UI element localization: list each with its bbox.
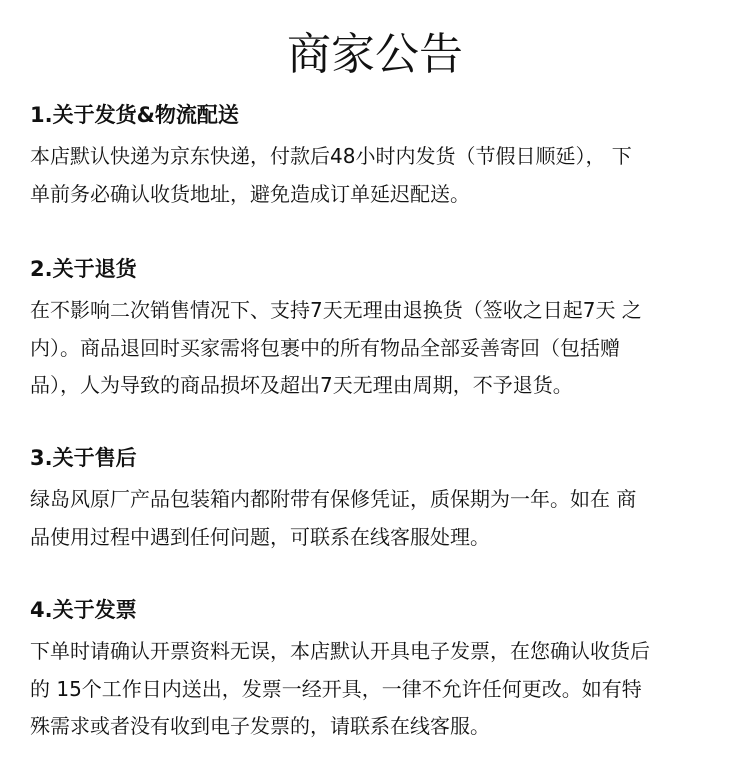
- section-shipping: [30, 102, 710, 213]
- section-after-sales: [30, 445, 710, 556]
- section-body: [30, 633, 710, 746]
- body-line: 内）。商品退回时买家需将包裹中的所有物品全部妥善寄回（包括赠: [30, 335, 620, 360]
- body-line: 本店默认快递为京东快递，付款后48小时内发货（节假日顺延）， 下: [30, 144, 632, 168]
- body-line: 品使用过程中遇到任何问题，可联系在线客服处理。: [30, 524, 490, 549]
- body-line: 品），人为导致的商品损坏及超出7天无理由周期，不予退货。: [30, 373, 573, 397]
- body-line: 绿岛风原厂产品包装箱内都附带有保修凭证，质保期为一年。如在 商: [30, 487, 637, 511]
- section-body: [30, 481, 710, 556]
- section-body: [30, 292, 710, 405]
- section-body: [30, 138, 710, 213]
- body-line: 在不影响二次销售情况下、支持7天无理由退换货（签收之日起7天 之: [30, 298, 642, 322]
- body-line: 殊需求或者没有收到电子发票的，请联系在线客服。: [30, 714, 490, 738]
- page-title: 商家公告: [287, 29, 463, 80]
- body-line: 下单时请确认开票资料无误，本店默认开具电子发票，在您确认收货后: [30, 639, 650, 663]
- section-heading: 4.关于发票: [30, 598, 137, 622]
- section-heading: 2.关于退货: [30, 257, 137, 281]
- body-line: 单前务必确认收货地址，避免造成订单延迟配送。: [30, 181, 470, 206]
- section-invoice: [30, 597, 710, 746]
- section-heading: 3.关于售后: [30, 446, 137, 470]
- section-returns: [30, 256, 710, 405]
- body-line: 的 15个工作日内送出，发票一经开具，一律不允许任何更改。如有特: [30, 676, 642, 701]
- section-heading: 1.关于发货&物流配送: [30, 103, 239, 127]
